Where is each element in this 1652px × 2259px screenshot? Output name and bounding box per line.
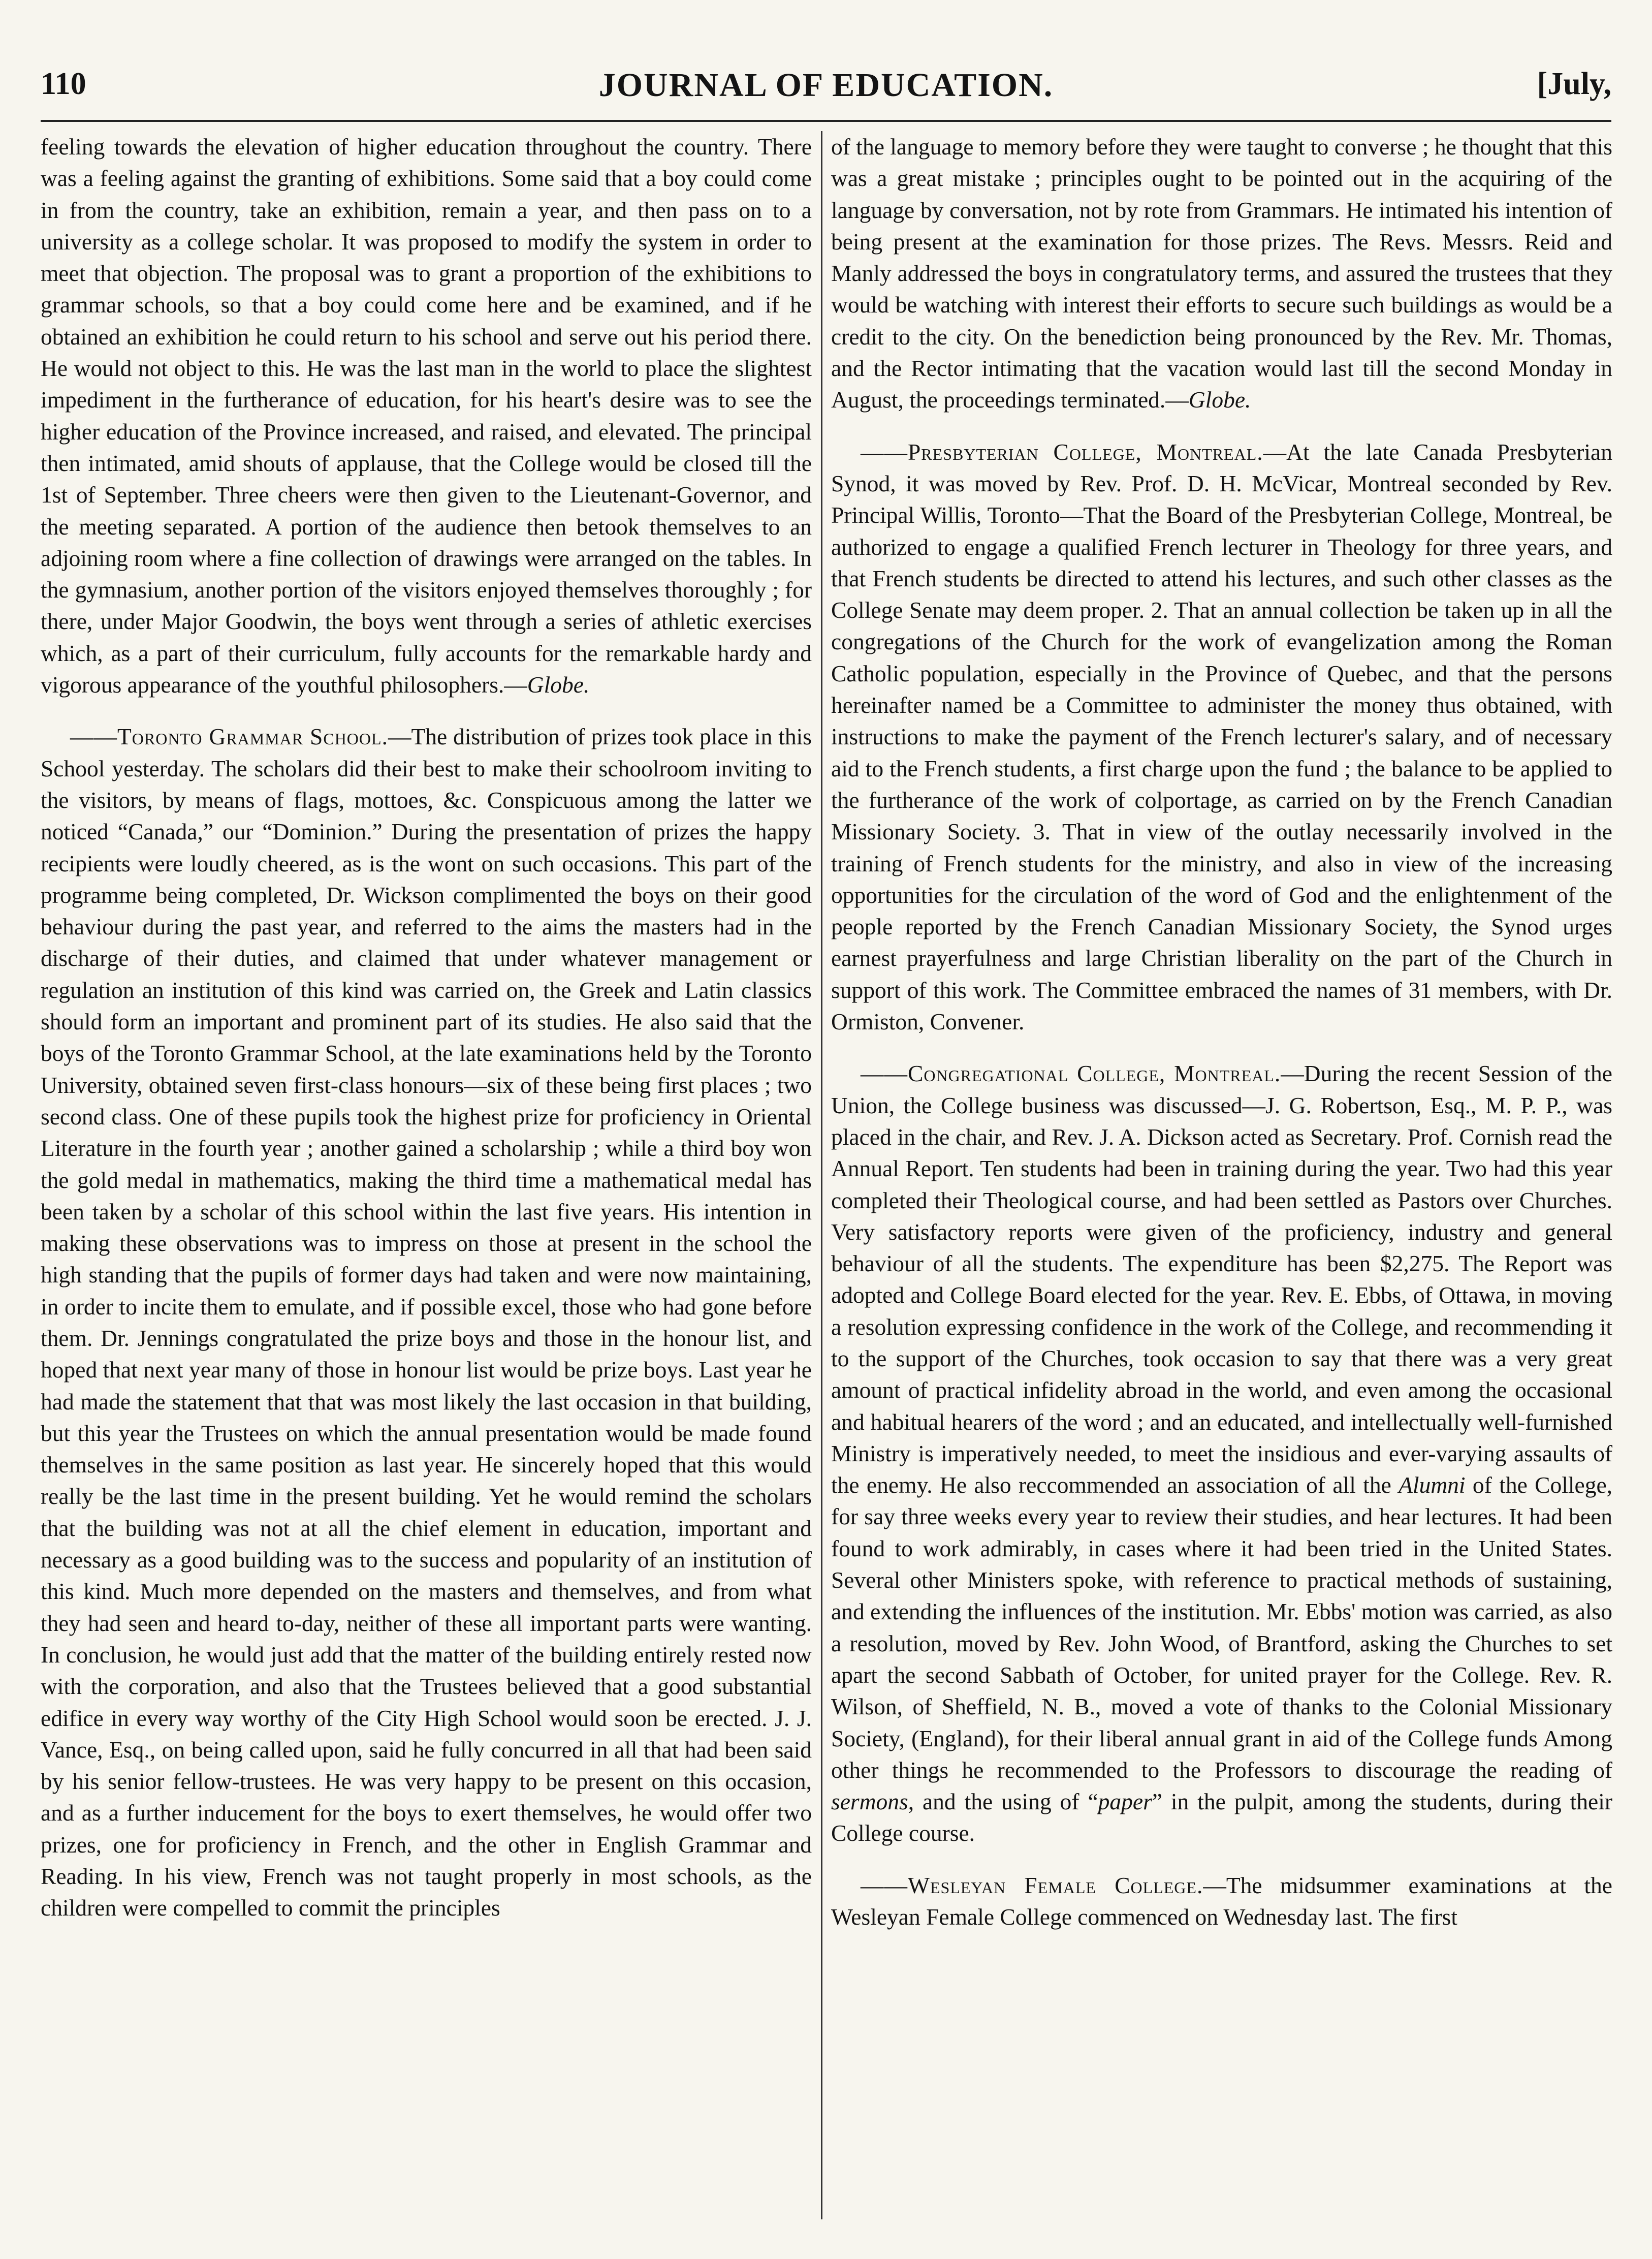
section-heading: ——Wesleyan Female College. (861, 1872, 1203, 1898)
presbyterian-college-section (831, 436, 1612, 1038)
page-number: 110 (41, 67, 86, 101)
section-body: —The distribution of prizes took place in this School yesterday. The scholars did their best to make their schoolroom inviting to the visitors, by means of flags, mottoes, &c. Conspicuous among the latter we noticed “Canada,” our “Dominion.” During the presentation of prizes the happy recipients were loudly cheered, as is the wont on such occasions. This part of the programme being completed, Dr. Wickson complimented the boys on their good behaviour during the past year, and referred to the aims the masters had in the discharge of their duties, and claimed that under whatever management or regulation an institution of this kind was carried on, the Greek and Latin classics should form an important and prominent part of its studies. He also said that the boys of the Toronto Grammar School, at the late examinations held by the Toronto University, obtained seven first-class honours—six of these being first places ; two second class. One of these pupils took the highest prize for proficiency in Oriental Literature in the fourth year ; another gained a scholarship ; while a third boy won the gold medal in mathematics, making the third time a mathematical medal has been taken by a scholar of this school within the last five years. His intention in making these observations was to impress on those at present in the school the high standing that the pupils of former days had taken and were now maintaining, in order to incite them to emulate, and if possible excel, those who had gone before them. Dr. Jennings congratulated the prize boys and those in the honour list, and hoped that next year many of those in honour list would be prize boys. Last year he had made the statement that that was most likely the last occasion in that building, but this year the Trustees on which the annual presentation would be made found themselves in the same position as last year. He sincerely hoped that this would really be the last time in the present building. Yet he would remind the scholars that the building was not at all the chief element in education, important and necessary as a good building was to the success and popularity of an institution of this kind. Much more depended on the masters and themselves, and from what they had seen and heard to-day, neither of these all important parts were wanting. In conclusion, he would just add that the matter of the building entirely rested now with the corporation, and also that the Trustees believed that a good substantial edifice in every way worthy of the City High School would soon be erected. J. J. Vance, Esq., on being called upon, said he fully concurred in all that had been said by his senior fellow-trustees. He was very happy to be present on this occasion, and as a further inducement for the boys to exert themselves, he would offer two prizes, one for proficiency in French, and the other in English Grammar and Reading. In his view, French was not taught properly in most schools, as the children were compelled to commit the principles (41, 724, 812, 1921)
congregational-college-section (831, 1058, 1612, 1849)
paragraph-text: of the language to memory before they were taught to converse ; he thought that this was a great mistake ; principles ought to be pointed out in the acquiring of the language by conversation, not by rote from Grammars. He intimated his intention of being present at the examination for those prizes. The Revs. Messrs. Reid and Manly addressed the boys in congratulatory terms, and assured the trustees that they would be watching with interest their efforts to secure such buildings as would be a credit to the city. On the benediction being pronounced by the Rev. Mr. Thomas, and the Rector intimating that the vacation would last till the second Monday in August, the proceedings terminated. (831, 134, 1612, 413)
toronto-grammar-section (41, 721, 812, 1924)
section-body: —The midsummer examinations at the Wesleyan Female College commenced on Wednesday last. The first (831, 1872, 1612, 1930)
right-column (831, 131, 1612, 2219)
italic-alumni: Alumni (1399, 1472, 1466, 1498)
article-paragraph: feeling towards the elevation of higher education throughout the country. There was a feeling against the granting of exhibitions. Some said that a boy could come in from the country, take an exhibition, remain a year, and then pass on to a university as a college scholar. It was proposed to modify the system in order to meet that objection. The proposal was to grant a proportion of the exhibitions to grammar schools, so that a boy could come here and be examined, and if he obtained an exhibition he could return to his school and serve out his period there. He would not object to this. He was the last man in the world to place the slightest impediment in the furtherance of education, for his heart's desire was to see the higher education of the Province increased, and raised, and elevated. The principal then intimated, amid shouts of applause, that the College would be closed till the 1st of September. Three cheers were then given to the Lieutenant-Governor, and the meeting separated. A portion of the audience then betook themselves to an adjoining room where a fine collection of drawings were arranged on the tables. In the gymnasium, another portion of the visitors enjoyed themselves thoroughly ; for there, under Major Goodwin, the boys went through a series of athletic exercises which, as a part of their curriculum, fully accounts for the remarkable hardy and vigorous appearance of the youthful philosophers.—Globe. (41, 134, 812, 698)
article-paragraph: of the language to memory before they were taught to converse ; he thought that this was a great mistake ; principles ought to be pointed out in the acquiring of the language by conversation, not by rote from Grammars. He intimated his intention of being present at the examination for those prizes. The Revs. Messrs. Reid and Manly addressed the boys in congratulatory terms, and assured the trustees that they would be watching with interest their efforts to secure such buildings as would be a credit to the city. On the benediction being pronounced by the Rev. Mr. Thomas, and the Rector intimating that the vacation would last till the second Monday in August, the proceedings terminated.—Globe. (831, 134, 1612, 413)
italic-sermons: sermons (831, 1789, 908, 1815)
italic-paper: paper (1098, 1789, 1152, 1815)
section-body-cont: , and the using of “ (908, 1789, 1098, 1815)
section-body-cont: ” in the pulpit, among the students, during their College course. (831, 1789, 1612, 1846)
journal-title: JOURNAL OF EDUCATION. (598, 67, 1054, 104)
column-divider (821, 131, 822, 2219)
paragraph-text: feeling towards the elevation of higher education throughout the country. There was a feeling against the granting of exhibitions. Some said that a boy could come in from the country, take an exhibition, remain a year, and then pass on to a university as a college scholar. It was proposed to modify the system in order to meet that objection. The proposal was to grant a proportion of the exhibitions to grammar schools, so that a boy could come here and be examined, and if he obtained an exhibition he could return to his school and serve out his period there. He would not object to this. He was the last man in the world to place the slightest impediment in the furtherance of education, for his heart's desire was to see the higher education of the Province increased, and raised, and elevated. The principal then intimated, amid shouts of applause, that the College would be closed till the 1st of September. Three cheers were then given to the Lieutenant-Governor, and the meeting separated. A portion of the audience then betook themselves to an adjoining room where a fine collection of drawings were arranged on the tables. In the gymnasium, another portion of the visitors enjoyed themselves thoroughly ; for there, under Major Goodwin, the boys went through a series of athletic exercises which, as a part of their curriculum, fully accounts for the remarkable hardy and vigorous appearance of the youthful philosophers. (41, 134, 812, 698)
page-header (41, 61, 1611, 122)
section-heading: ——Toronto Grammar School. (70, 724, 388, 750)
section-body: —During the recent Session of the Union, the College business was discussed—J. G. Robertson, Esq., M. P. P., was placed in the chair, and Rev. J. A. Dickson acted as Secretary. Prof. Cornish read the Annual Report. Ten students had been in training during the year. Two had this year completed their Theological course, and had been settled as Pastors over Churches. Very satisfactory reports were given of the proficiency, industry and general behaviour of all the students. The expenditure has been $2,275. The Report was adopted and College Board elected for the year. Rev. E. Ebbs, of Ottawa, in moving a resolution expressing confidence in the work of the College, and recommending it to the support of the Churches, took occasion to say that there was a very great amount of practical infidelity abroad in the world, and even among the occasional and habitual hearers of the word ; and an educated, and intellectually well-furnished Ministry is imperatively needed, to meet the insidious and ever-varying assaults of the enemy. He also reccommended an association of all the (831, 1060, 1612, 1498)
source-credit: Globe. (1188, 387, 1251, 413)
left-column (41, 131, 812, 2219)
section-heading: ——Presbyterian College, Montreal. (861, 438, 1263, 465)
header-rule (41, 120, 1611, 122)
section-body: —At the late Canada Presbyterian Synod, it was moved by Rev. Prof. D. H. McVicar, Montreal seconded by Rev. Principal Willis, Toronto—That the Board of the Presbyterian College, Montreal, be authorized to engage a qualified French lecturer in Theology for three years, and that French students be directed to attend his lectures, and such other classes as the College Senate may deem proper. 2. That an annual collection be taken up in all the congregations of the Church for the work of evangelization among the Roman Catholic population, especially in the Province of Quebec, and that the persons hereinafter named be a Committee to administer the money thus obtained, with instructions to make the payment of the French lecturer's salary, and of necessary aid to the French students, a first charge upon the fund ; the balance to be applied to the furtherance of the work of colportage, as carried on by the French Canadian Missionary Society. 3. That in view of the outlay necessarily involved in the training of French students for the ministry, and also in view of the increasing opportunities for the circulation of the word of God and the enlightenment of the people reported by the French Canadian Missionary Society, the Synod urges earnest prayerfulness and large Christian liberality on the part of the Church in support of this work. The Committee embraced the names of 31 members, with Dr. Ormiston, Convener. (831, 438, 1612, 1035)
section-heading: ——Congregational College, Montreal. (861, 1060, 1281, 1087)
wesleyan-college-section (831, 1870, 1612, 1933)
issue-month: [July, (1537, 67, 1611, 101)
source-credit: Globe. (527, 672, 590, 698)
section-body-cont: of the College, for say three weeks every year to review their studies, and hear lectures. It had been found to work admirably, in cases where it had been tried in the United States. Several other Ministers spoke, with reference to practical methods of sustaining, and extending the influences of the institution. Mr. Ebbs' motion was carried, as also a resolution, moved by Rev. John Wood, of Brantford, asking the Churches to set apart the second Sabbath of October, for united prayer for the College. Rev. R. Wilson, of Sheffield, N. B., moved a vote of thanks to the Colonial Missionary Society, (England), for their liberal annual grant in aid of the College funds Among other things he recommended to the Professors to discourage the reading of (831, 1472, 1612, 1783)
